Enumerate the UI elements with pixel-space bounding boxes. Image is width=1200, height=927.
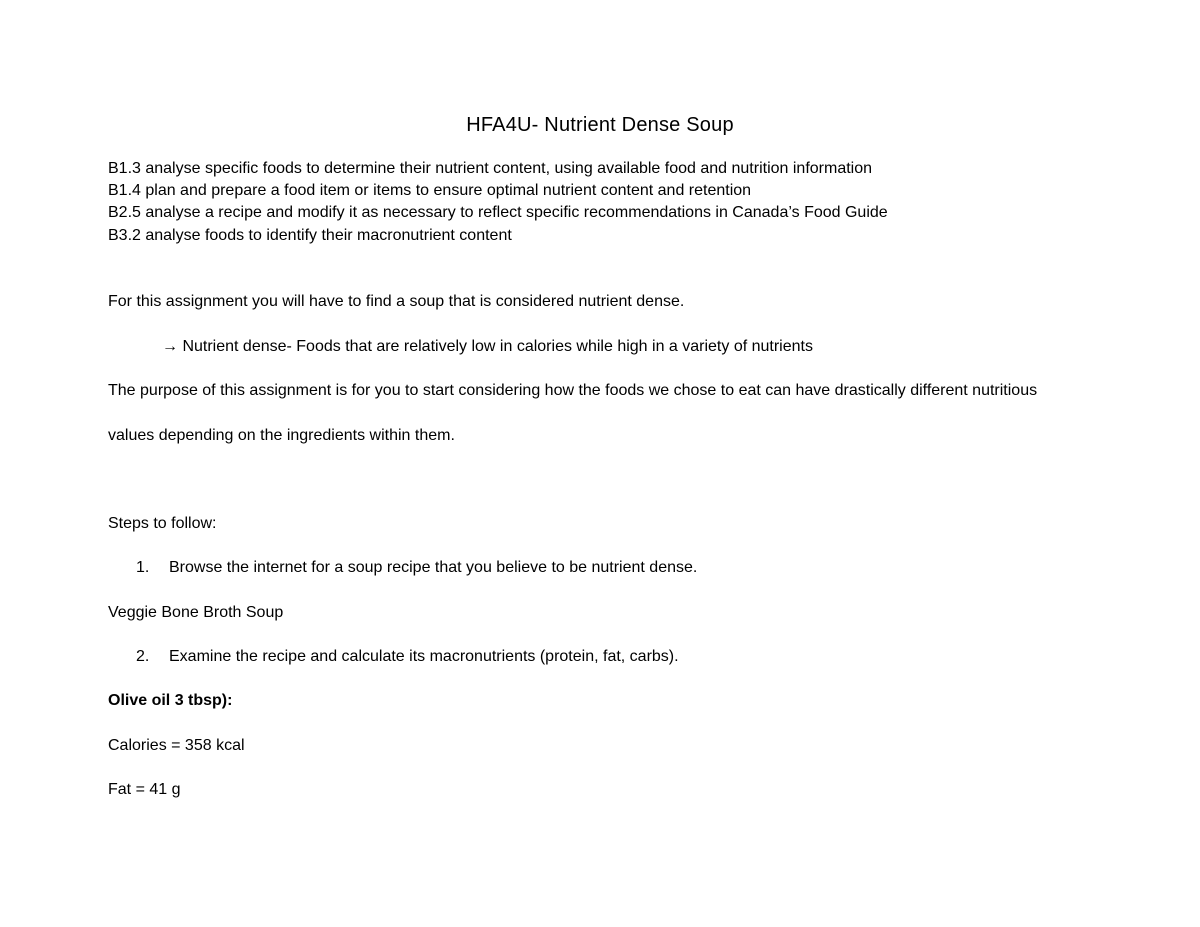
expectation-b1-3: B1.3 analyse specific foods to determine their nutrient content, using available food and nutrition information [108, 160, 873, 177]
expectation-b2-5: B2.5 analyse a recipe and modify it as necessary to reflect specific recommendations in Canada’s Food Guide [108, 204, 888, 221]
fat-value: Fat = 41 g [108, 781, 181, 798]
expectation-b1-4: B1.4 plan and prepare a food item or items to ensure optimal nutrient content and retention [108, 182, 752, 199]
purpose-line-1: The purpose of this assignment is for you to start considering how the foods we chose to eat can have drastically different nutritious [108, 382, 1038, 399]
calories-value: Calories = 358 kcal [108, 737, 245, 754]
document-title: HFA4U- Nutrient Dense Soup [466, 114, 734, 136]
expectation-b3-2: B3.2 analyse foods to identify their macronutrient content [108, 227, 512, 244]
step-2-number: 2. [136, 648, 150, 665]
steps-heading: Steps to follow: [108, 515, 217, 532]
step-2-text: Examine the recipe and calculate its macronutrients (protein, fat, carbs). [169, 648, 679, 665]
nutrient-dense-definition: → Nutrient dense- Foods that are relatively low in calories while high in a variety of nutrients [162, 338, 813, 355]
intro-paragraph: For this assignment you will have to find a soup that is considered nutrient dense. [108, 293, 685, 310]
step-1-number: 1. [136, 559, 150, 576]
ingredient-heading: Olive oil 3 tbsp): [108, 692, 233, 709]
recipe-name: Veggie Bone Broth Soup [108, 604, 284, 621]
purpose-line-2: values depending on the ingredients within them. [108, 427, 455, 444]
step-1-text: Browse the internet for a soup recipe that you believe to be nutrient dense. [169, 559, 698, 576]
